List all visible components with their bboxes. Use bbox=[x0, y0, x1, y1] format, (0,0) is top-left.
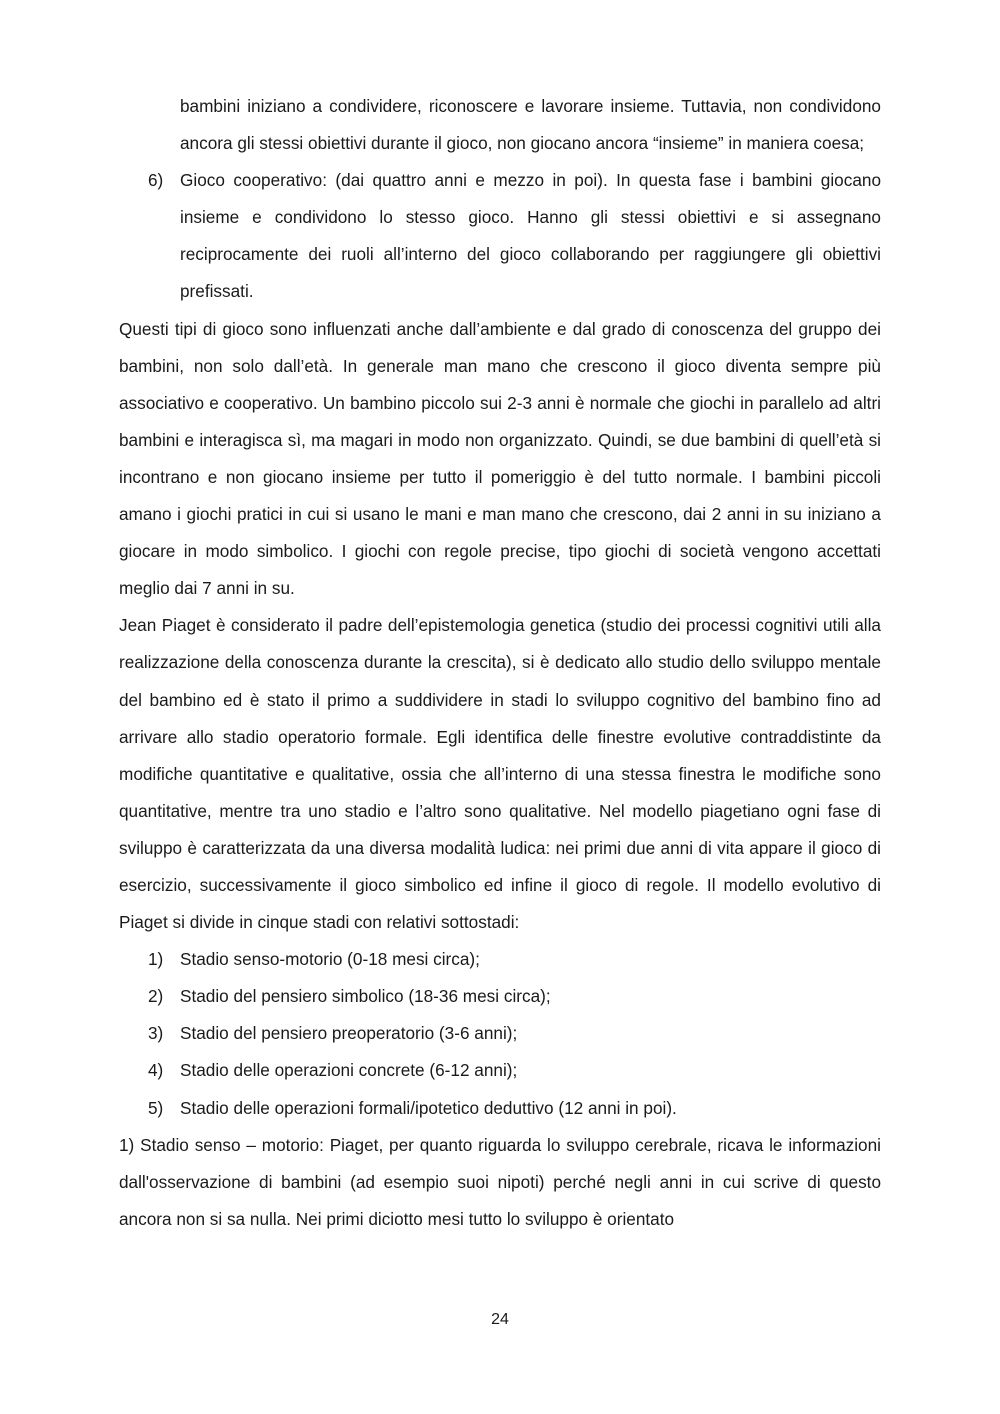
list-item-text: Gioco cooperativo: (dai quattro anni e mezzo in poi). In questa fase i bambini giocano insieme e condividono lo stesso gioco. Hanno gli stessi obiettivi e si assegnano reciprocamente dei ruoli all’interno del gioco collaborando per raggiungere gli obiettivi prefissati. bbox=[180, 170, 881, 302]
list-item-text: Stadio del pensiero simbolico (18-36 mesi circa); bbox=[180, 986, 551, 1007]
list-item-number: 3) bbox=[148, 1023, 164, 1044]
list-item-text: Stadio delle operazioni concrete (6-12 anni); bbox=[180, 1060, 518, 1081]
list-item-number: 4) bbox=[148, 1060, 164, 1081]
paragraph: Jean Piaget è considerato il padre dell’epistemologia genetica (studio dei processi cognitivi utili alla realizzazione della conoscenza durante la crescita), si è dedicato allo studio dello sviluppo mentale del bambino ed è stato il primo a suddividere in stadi lo sviluppo cognitivo del bambino fino ad arrivare allo stadio operatorio formale. Egli identifica delle finestre evolutive contraddistinte da modifiche quantitative e qualitative, ossia che all’interno di una stessa finestra le modifiche sono quantitative, mentre tra uno stadio e l’altro sono qualitative. Nel modello piagetiano ogni fase di sviluppo è caratterizzata da una diversa modalità ludica: nei primi due anni di vita appare il gioco di esercizio, successivamente il gioco simbolico ed infine il gioco di regole. Il modello evolutivo di Piaget si divide in cinque stadi con relativi sottostadi: bbox=[119, 615, 881, 933]
list-item bbox=[119, 978, 881, 1015]
list-item bbox=[119, 1090, 881, 1127]
paragraph: 1) Stadio senso – motorio: Piaget, per quanto riguarda lo sviluppo cerebrale, ricava le informazioni dall'osservazione di bambini (ad esempio suoi nipoti) perché negli anni in cui scrive di questo ancora non si sa nulla. Nei primi diciotto mesi tutto lo sviluppo è orientato bbox=[119, 1134, 881, 1229]
list-item-text: Stadio senso-motorio (0-18 mesi circa); bbox=[180, 949, 480, 970]
list-item-number: 6) bbox=[148, 170, 164, 191]
list-item-continuation: bambini iniziano a condividere, riconoscere e lavorare insieme. Tuttavia, non condividono ancora gli stessi obiettivi durante il gioco, non giocano ancora “insieme” in maniera coesa; bbox=[180, 96, 881, 154]
body-text bbox=[119, 88, 881, 1238]
list-item-number: 2) bbox=[148, 986, 164, 1007]
list-item-text: Stadio del pensiero preoperatorio (3-6 anni); bbox=[180, 1023, 518, 1044]
list-item bbox=[119, 1052, 881, 1089]
list-item-number: 1) bbox=[148, 949, 164, 970]
list-item bbox=[119, 941, 881, 978]
list-item-number: 5) bbox=[148, 1097, 164, 1118]
piaget-stages-list bbox=[119, 941, 881, 1126]
list-item bbox=[119, 162, 881, 310]
paragraph: Questi tipi di gioco sono influenzati anche dall’ambiente e dal grado di conoscenza del gruppo dei bambini, non solo dall’età. In generale man mano che crescono il gioco diventa sempre più associativo e cooperativo. Un bambino piccolo sui 2-3 anni è normale che giochi in parallelo ad altri bambini e interagisca sì, ma magari in modo non organizzato. Quindi, se due bambini di quell’età si incontrano e non giocano insieme per tutto il pomeriggio è del tutto normale. I bambini piccoli amano i giochi pratici in cui si usano le mani e man mano che crescono, dai 2 anni in su iniziano a giocare in modo simbolico. I giochi con regole precise, tipo giochi di società vengono accettati meglio dai 7 anni in su. bbox=[119, 318, 881, 599]
play-types-list bbox=[119, 162, 881, 310]
list-item-text: Stadio delle operazioni formali/ipotetico deduttivo (12 anni in poi). bbox=[180, 1097, 677, 1118]
page-number: 24 bbox=[491, 1311, 509, 1328]
list-item bbox=[119, 1015, 881, 1052]
